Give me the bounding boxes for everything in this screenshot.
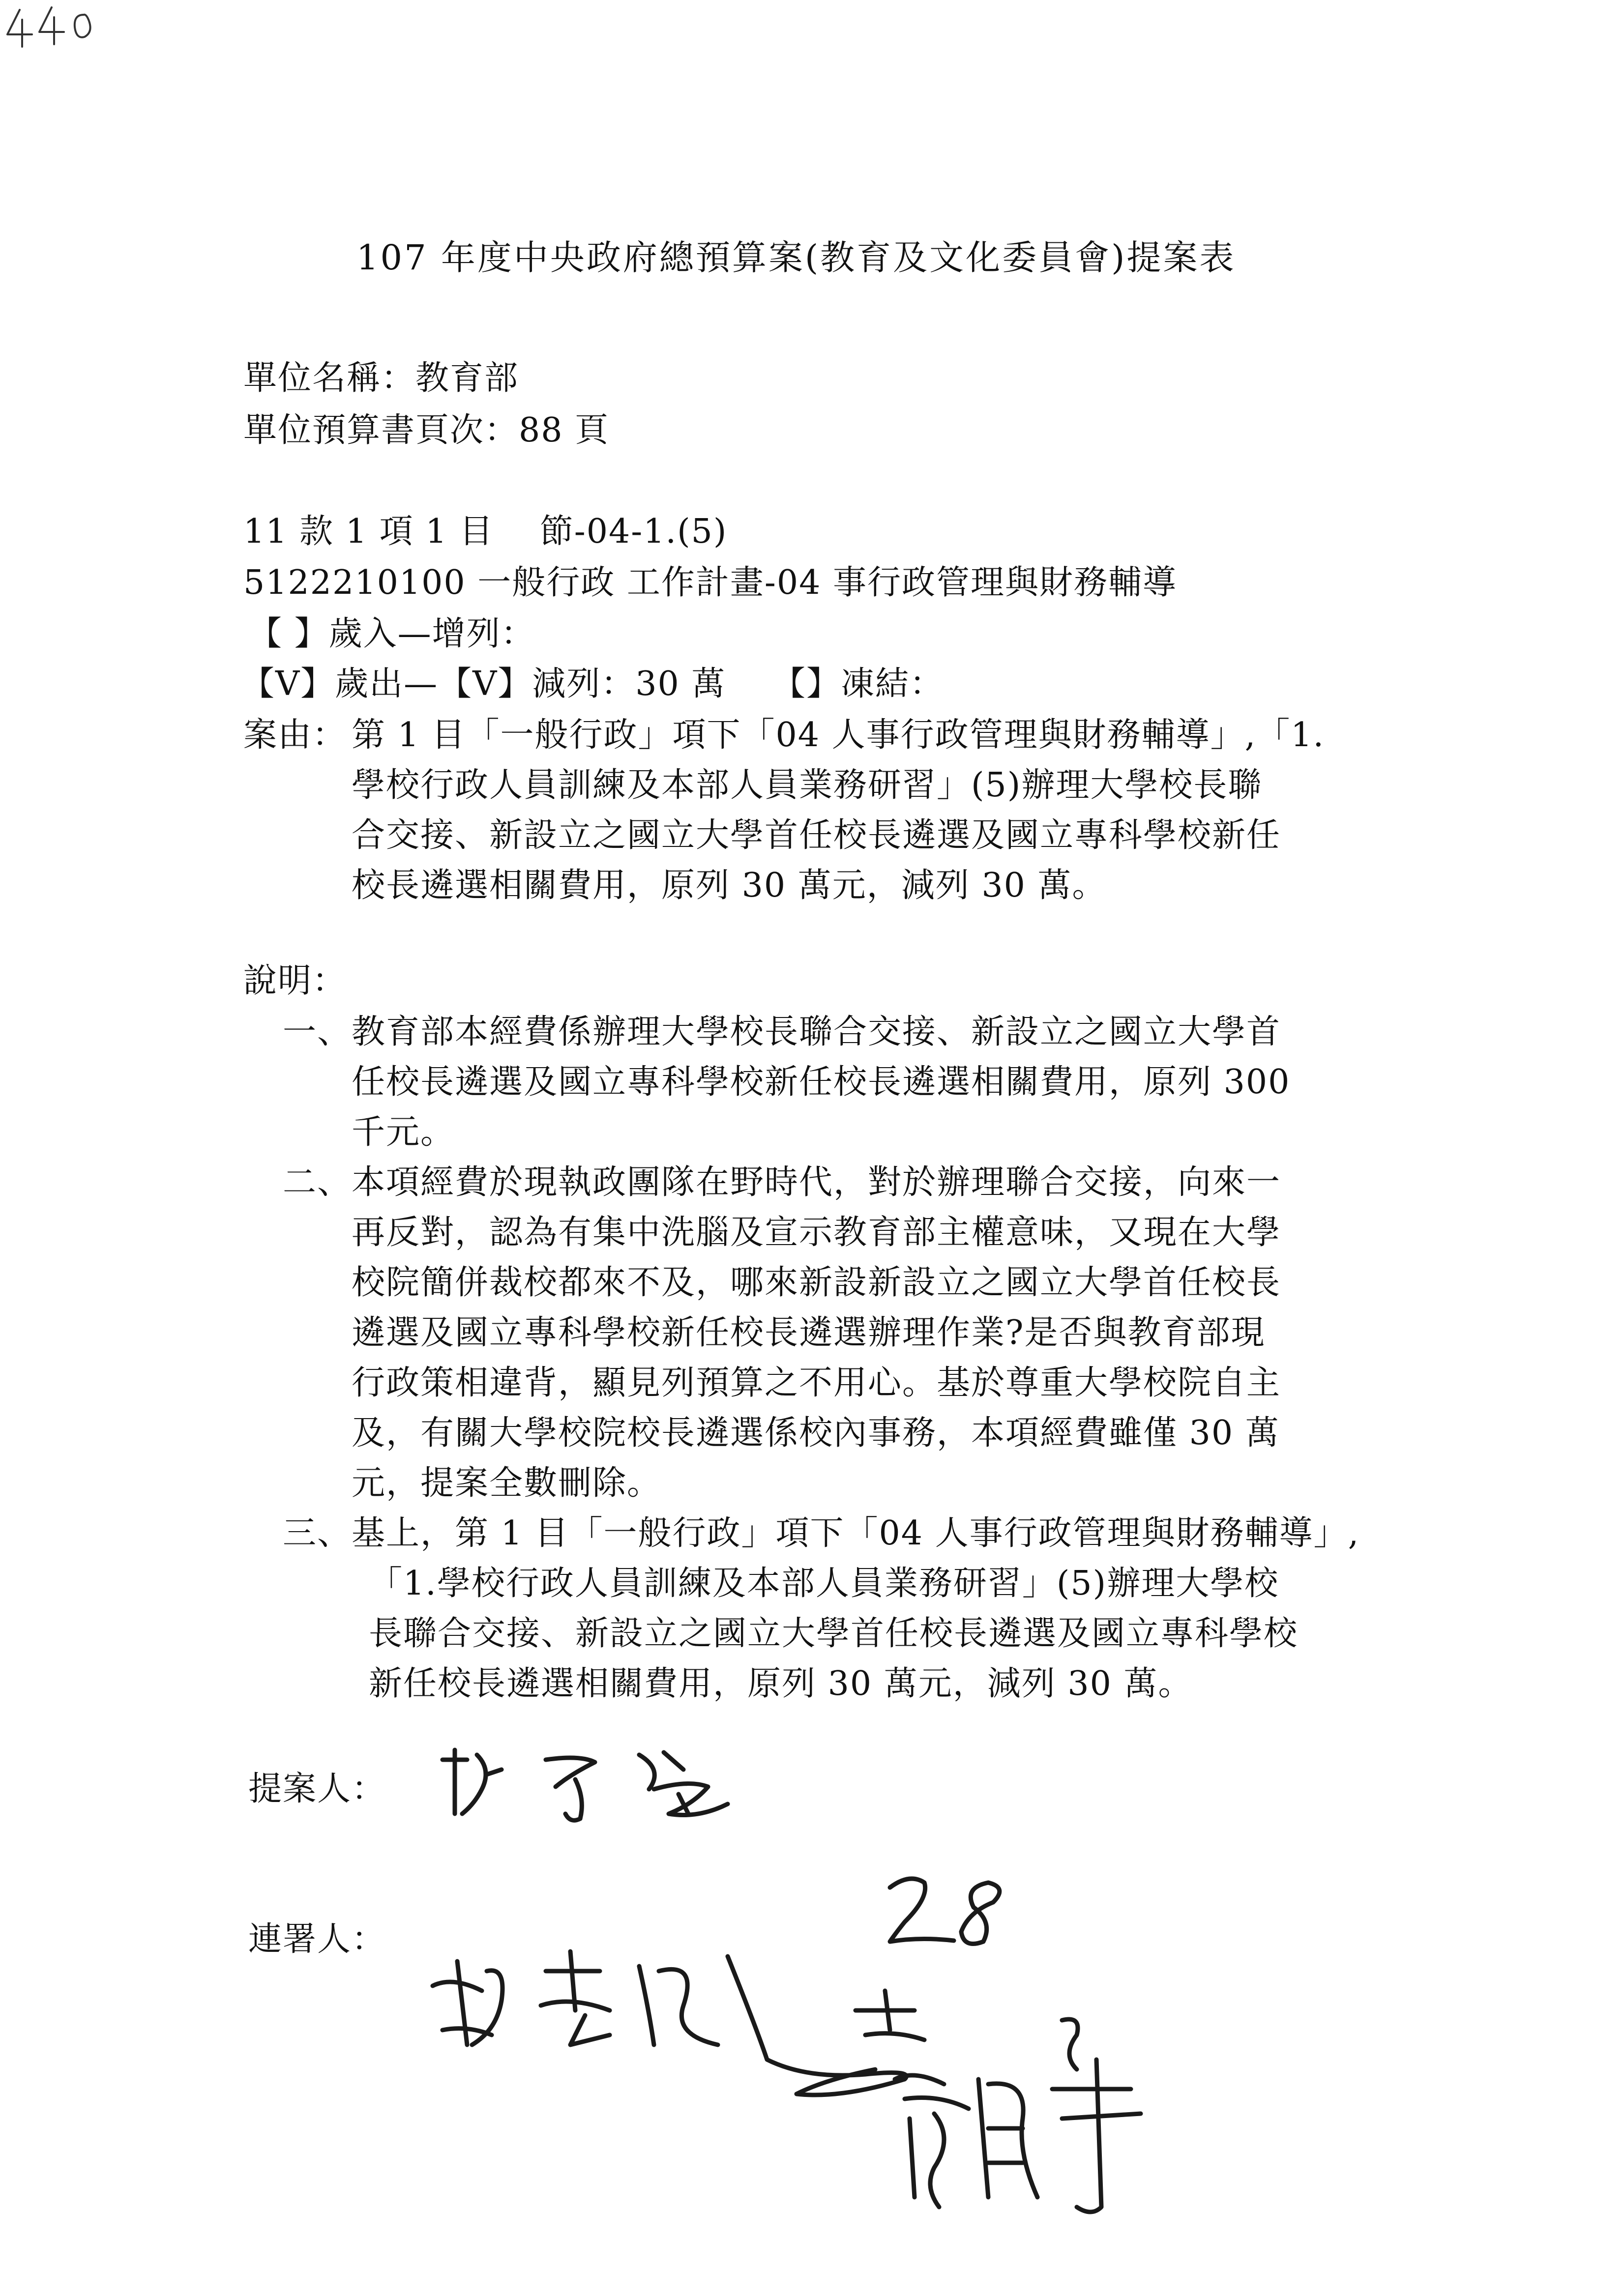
- explanation-line: 校院簡併裁校都來不及，哪來新設新設立之國立大學首任校長: [352, 1263, 1281, 1302]
- explanation-line: 任校長遴選及國立專科學校新任校長遴選相關費用，原列 300: [352, 1063, 1291, 1102]
- explanation-item-marker: 三、: [283, 1514, 352, 1553]
- explanation-line: 及，有關大學校院校長遴選係校內事務，本項經費雖僅 30 萬: [352, 1414, 1280, 1453]
- explanation-label: 說明：: [243, 961, 347, 1000]
- case-line: 校長遴選相關費用，原列 30 萬元，減列 30 萬。: [352, 866, 1107, 905]
- explanation-line: 新任校長遴選相關費用，原列 30 萬元，減列 30 萬。: [369, 1664, 1193, 1703]
- budget-item-line: 11 款 1 項 1 目 節-04-1.(5): [243, 512, 728, 551]
- explanation-line: 行政策相違背，顯見列預算之不用心。基於尊重大學校院自主: [352, 1364, 1281, 1402]
- page-title: 107 年度中央政府總預算案(教育及文化委員會)提案表: [356, 237, 1236, 278]
- explanation-line: 千元。: [352, 1113, 455, 1152]
- proposer-label: 提案人：: [248, 1770, 386, 1808]
- page-number-440: [0, 0, 98, 54]
- case-line: 第 1 目「一般行政」項下「04 人事行政管理與財務輔導」,「1.: [352, 716, 1325, 755]
- cosigner-label: 連署人：: [248, 1920, 386, 1959]
- case-line: 合交接、新設立之國立大學首任校長遴選及國立專科學校新任: [352, 816, 1281, 855]
- unit-name: 單位名稱：教育部: [243, 359, 519, 398]
- case-line: 學校行政人員訓練及本部人員業務研習」(5)辦理大學校長聯: [352, 766, 1263, 805]
- explanation-line: 遴選及國立專科學校新任校長遴選辦理作業?是否與教育部現: [352, 1313, 1266, 1352]
- explanation-item-marker: 二、: [283, 1163, 352, 1202]
- explanation-line: 本項經費於現執政團隊在野時代，對於辦理聯合交接，向來一: [352, 1163, 1281, 1202]
- revenue-line: 【 】歲入—增列：: [248, 614, 535, 653]
- cosigner-signature: [423, 1932, 1259, 2276]
- explanation-item-marker: 一、: [283, 1013, 352, 1051]
- unit-budget-page: 單位預算書頁次：88 頁: [243, 411, 610, 450]
- explanation-line: 「1.學校行政人員訓練及本部人員業務研習」(5)辦理大學校: [369, 1564, 1279, 1603]
- case-label: 案由：: [243, 716, 347, 755]
- explanation-line: 長聯合交接、新設立之國立大學首任校長遴選及國立專科學校: [369, 1614, 1299, 1653]
- proposer-signature: [433, 1740, 777, 1829]
- explanation-line: 元，提案全數刪除。: [352, 1464, 662, 1503]
- budget-code-line: 5122210100 一般行政 工作計畫-04 事行政管理與財務輔導: [243, 563, 1177, 602]
- expense-line: 【V】歲出—【V】減列：30 萬 【】凍結：: [241, 665, 944, 703]
- explanation-line: 教育部本經費係辦理大學校長聯合交接、新設立之國立大學首: [352, 1013, 1281, 1051]
- explanation-line: 再反對，認為有集中洗腦及宣示教育部主權意味，又現在大學: [352, 1213, 1281, 1252]
- explanation-line: 基上，第 1 目「一般行政」項下「04 人事行政管理與財務輔導」,: [352, 1514, 1360, 1553]
